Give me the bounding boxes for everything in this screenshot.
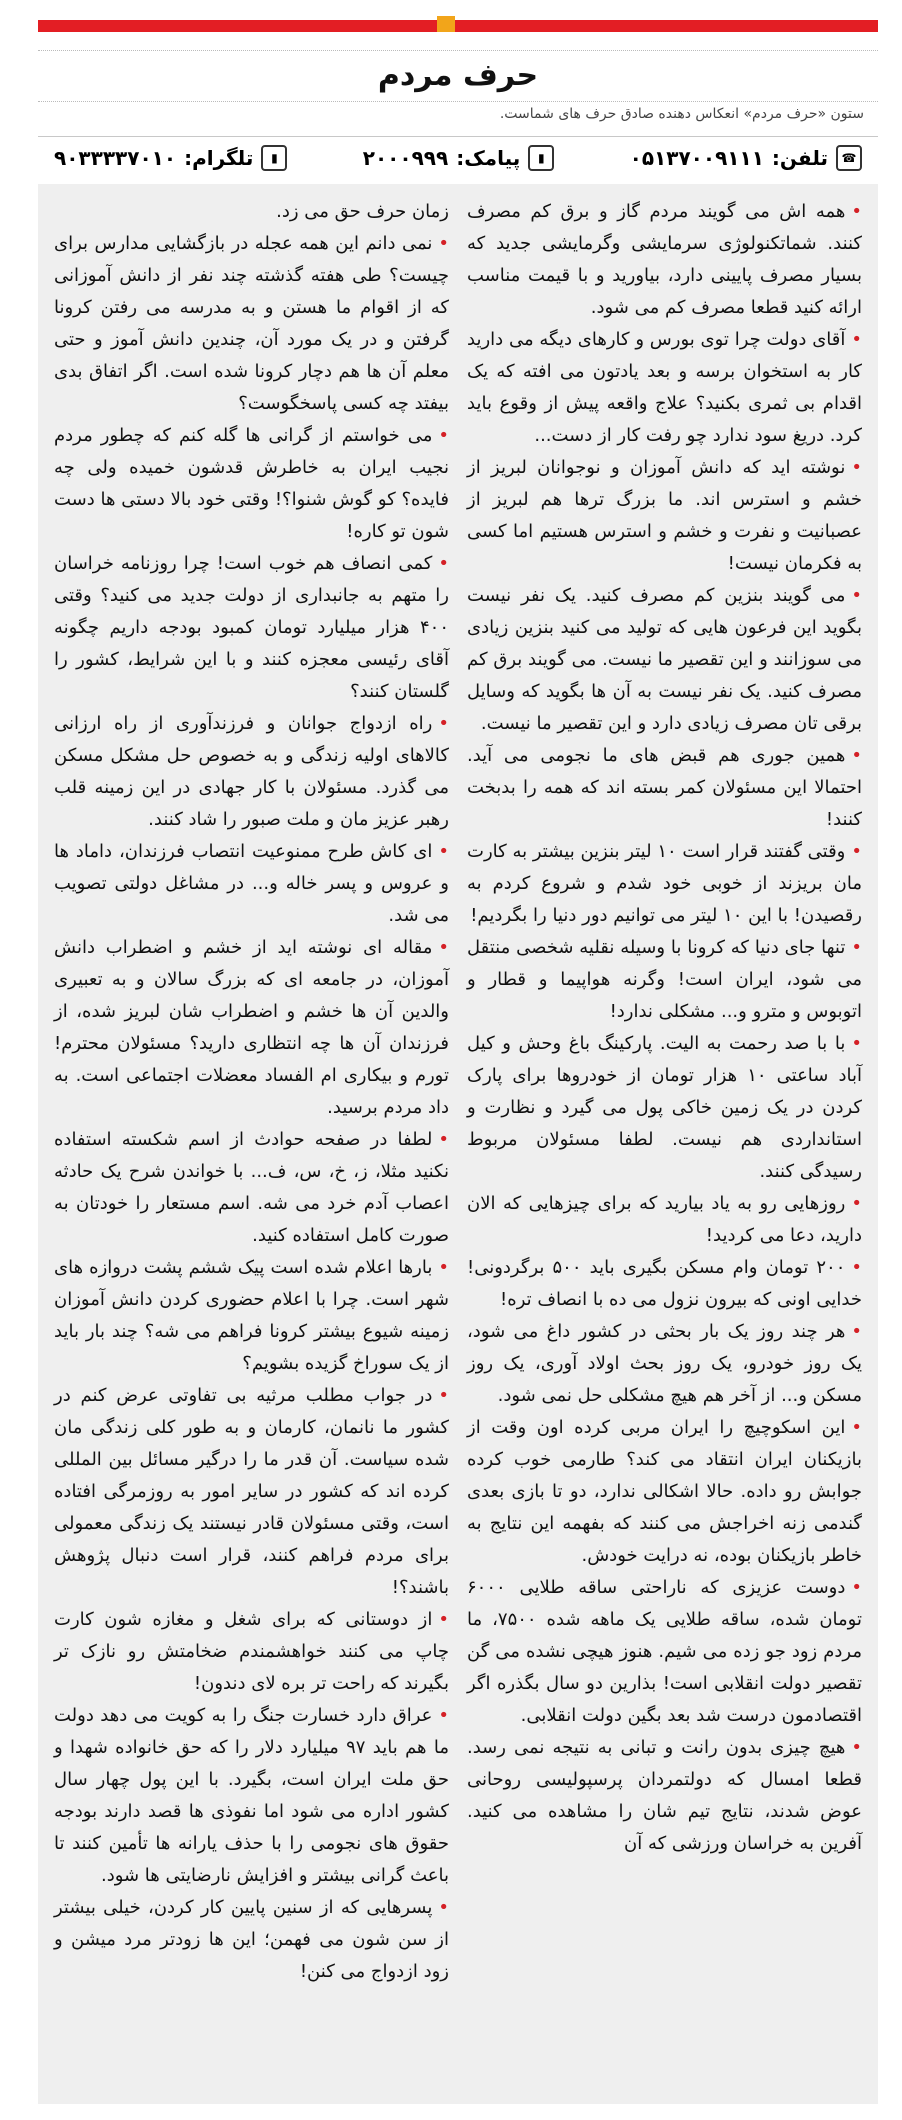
message-item: •با با صد رحمت به الیت. پارکینگ باغ وحش و کیل آباد ساعتی ۱۰ هزار تومان از خودروها برای پارک کردن در یک زمین خاکی پول می گیرد و نظارت و استانداردی هم نیست. لطفا مسئولان مربوط رسیدگی کنند.: [467, 1033, 862, 1182]
bullet-icon: •: [851, 745, 862, 766]
message-item: •در جواب مطلب مرثیه بی تفاوتی عرض کنم در کشور ما نانمان، کارمان و به طور کلی زندگی مان شده سیاست. آن قدر ما را درگیر مسائل بین المللی کرده اند که کشور در سایر امور به روزمرگی افتاده است، وقتی مسئولان قادر نیستند یک زندگی معمولی برای مردم فراهم کنند، قرار است دنبال پژوهش باشند؟!: [54, 1385, 449, 1598]
message-item: •دوست عزیزی که ناراحتی ساقه طلایی ۶۰۰۰ تومان شده، ساقه طلایی یک ماهه شده ۷۵۰۰، ما مردم زود جو زده می شیم. هنوز هیچی نشده می گن تقصیر دولت انقلابی است! بذارین دو سال بگذره اگر اقتصادمون درست شد بعد بگین دولت انقلابی.: [467, 1577, 862, 1726]
bullet-icon: •: [851, 201, 862, 222]
phone-icon: ☎: [836, 145, 862, 171]
message-item: •می خواستم از گرانی ها گله کنم که چطور مردم نجیب ایران به خاطرش قدشون خمیده ولی چه فایده؟ کو گوش شنوا؟! وقتی خود بالا دستی ها دست شون تو کاره!: [54, 425, 449, 542]
bullet-icon: •: [438, 1705, 449, 1726]
bullet-icon: •: [438, 937, 449, 958]
bullet-icon: •: [851, 585, 862, 606]
bullet-icon: •: [851, 937, 862, 958]
message-item: •نمی دانم این همه عجله در بازگشایی مدارس برای چیست؟ طی هفته گذشته چند نفر از دانش آموزانی که از اقوام ما هستن و به مدرسه می رفتن کرونا گرفتن و در یک مورد آن، چندین دانش آموز و حتی معلم آن ها هم دچار کرونا شده است. اگر اتفاق بدی بیفتد چه کسی پاسخگوست؟: [54, 233, 449, 414]
message-item: •۲۰۰ تومان وام مسکن بگیری باید ۵۰۰ برگردونی! خدایی اونی که بیرون نزول می ده با انصاف تره!: [467, 1257, 862, 1310]
bullet-icon: •: [438, 1129, 449, 1150]
sms-number: ۲۰۰۰۹۹۹: [362, 146, 449, 170]
telegram-icon: ▮: [261, 145, 287, 171]
bullet-icon: •: [851, 457, 862, 478]
telegram-label: تلگرام:: [184, 146, 254, 170]
message-item: •از دوستانی که برای شغل و مغازه شون کارت چاپ می کنند خواهشمندم ضخامتش رو نازک تر بگیرند که راحت تر بره لای دندون!: [54, 1609, 449, 1694]
contact-sms: [363, 145, 555, 171]
bullet-icon: •: [438, 841, 449, 862]
page-title: حرف مردم: [38, 50, 878, 102]
bullet-icon: •: [438, 233, 449, 254]
message-item: •همه اش می گویند مردم گاز و برق کم مصرف کنند. شماتکنولوژی سرمایشی وگرمایشی جدید که بسیار مصرف پایینی دارد، بیاورید و با قیمت مناسب ارائه کنید قطعا مصرف کم می شود.: [467, 201, 862, 318]
message-item: •هیچ چیزی بدون رانت و تبانی به نتیجه نمی رسد. قطعا امسال که دولتمردان پرسپولیسی روحانی عوض شدند، نتایج تیم شان را مشاهده می کنید. آفرین به خراسان ورزشی که آن: [467, 1737, 862, 1854]
bullet-icon: •: [851, 1257, 862, 1278]
bullet-icon: •: [851, 1033, 862, 1054]
contact-telegram: [54, 145, 287, 171]
bullet-icon: •: [851, 1417, 862, 1438]
message-item: •پسرهایی که از سنین پایین کار کردن، خیلی بیشتر از سن شون می فهمن؛ این ها زودتر مرد میشن و زود ازدواج می کنن!: [54, 1897, 449, 1982]
message-item: •ای کاش طرح ممنوعیت انتصاب فرزندان، داماد ها و عروس و پسر خاله و... در مشاغل دولتی تصویب می شد.: [54, 841, 449, 926]
phone-label: تلفن:: [771, 146, 828, 170]
message-item: •عراق دارد خسارت جنگ را به کویت می دهد دولت ما هم باید ۹۷ میلیارد دلار را که حق خانواده شهدا و حق ملت ایران است، بگیرد. با این پول چهار سال کشور اداره می شود اما نفوذی ها قصد دارند بودجه حقوق های نجومی را با حذف یارانه ها تأمین کنند تا باعث گرانی بیشتر و افزایش نارضایتی ها شود.: [54, 1705, 449, 1886]
telegram-number: ۹۰۳۳۳۳۷۰۱۰: [54, 146, 177, 170]
message-item: •راه ازدواج جوانان و فرزندآوری از راه ارزانی کالاهای اولیه زندگی و به خصوص حل مشکل مسکن می گذرد. مسئولان با کار جهادی در این زمینه قلب رهبر عزیز مان و ملت صبور را شاد کنند.: [54, 713, 449, 830]
column-right: [467, 196, 862, 2092]
messages-content: [38, 184, 878, 2104]
bullet-icon: •: [851, 1193, 862, 1214]
bullet-icon: •: [438, 1385, 449, 1406]
message-item: •همین جوری هم قبض های ما نجومی می آید. احتمالا این مسئولان کمر بسته اند که همه را بدبخت کنند!: [467, 745, 862, 830]
message-item: •می گویند بنزین کم مصرف کنید. یک نفر نیست بگوید این فرعون هایی که تولید می کنید بنزین زیادی می سوزانند و این تقصیر ما نیست. می گویند برق کم مصرف کنید. یک نفر نیست به آن ها بگوید که وسایل برقی تان مصرف زیادی دارد و این تقصیر ما نیست.: [467, 585, 862, 734]
message-item: •وقتی گفتند قرار است ۱۰ لیتر بنزین بیشتر به کارت مان بریزند از خوبی خود شدم و شروع کردم به رقصیدن! با این ۱۰ لیتر می توانیم دور دنیا را بگردیم!: [467, 841, 862, 926]
phone-number: ۰۵۱۳۷۰۰۹۱۱۱: [629, 146, 764, 170]
message-item: •مقاله ای نوشته اید از خشم و اضطراب دانش آموزان، در جامعه ای که بزرگ سالان و به تعبیری والدین آن ها خشم و اضطراب شان لبریز شده، از فرزندان آن ها چه انتظاری دارید؟ مسئولان محترم! تورم و بیکاری ام الفساد معضلات اجتماعی است. به داد مردم برسید.: [54, 937, 449, 1118]
message-item: •روزهایی رو به یاد بیارید که برای چیزهایی که الان دارید، دعا می کردید!: [467, 1193, 862, 1246]
bullet-icon: •: [851, 841, 862, 862]
bullet-icon: •: [851, 329, 862, 350]
sms-label: پیامک:: [456, 146, 521, 170]
bullet-icon: •: [851, 1737, 862, 1758]
continued-text: زمان حرف حق می زد.: [276, 201, 449, 222]
column-description: ستون «حرف مردم» انعکاس دهنده صادق حرف های شماست.: [499, 106, 864, 122]
bullet-icon: •: [438, 713, 449, 734]
bullet-icon: •: [851, 1321, 862, 1342]
contact-phone: [630, 145, 862, 171]
message-item: •لطفا در صفحه حوادث از اسم شکسته استفاده نکنید مثلا، ز، خ، س، ف... با خواندن شرح یک حادثه اعصاب آدم خرد می شه. اسم مستعار را خودتان به صورت کامل استفاده کنید.: [54, 1129, 449, 1246]
message-item: •کمی انصاف هم خوب است! چرا روزنامه خراسان را متهم به جانبداری از دولت جدید می کنید؟ وقتی ۴۰۰ هزار میلیارد تومان کمبود بودجه داریم چگونه آقای رئیسی معجزه کنند و با این شرایط، کشور را گلستان کنند؟: [54, 553, 449, 702]
sms-icon: ▮: [528, 145, 554, 171]
bullet-icon: •: [438, 1897, 449, 1918]
bullet-icon: •: [438, 1257, 449, 1278]
message-item: •آقای دولت چرا توی بورس و کارهای دیگه می دارید کار به استخوان برسه و بعد یادتون می افته که یک اقدام بی ثمری بکنید؟ علاج واقعه پیش از وقوع باید کرد. دریغ سود ندارد چو رفت کار از دست...: [467, 329, 862, 446]
header-top-bar: [38, 20, 878, 32]
contact-bar: [38, 138, 878, 178]
bullet-icon: •: [438, 1609, 449, 1630]
message-item: •بارها اعلام شده است پیک ششم پشت دروازه های شهر است. چرا با اعلام حضوری کردن دانش آموزان زمینه شیوع بیشتر کرونا فراهم می شه؟ چند بار باید از یک سوراخ گزیده بشویم؟: [54, 1257, 449, 1374]
message-item: •تنها جای دنیا که کرونا با وسیله نقلیه شخصی منتقل می شود، ایران است! وگرنه هواپیما و قطار و اتوبوس و مترو و... مشکلی ندارد!: [467, 937, 862, 1022]
message-item: •نوشته اید که دانش آموزان و نوجوانان لبریز از خشم و استرس اند. ما بزرگ ترها هم لبریز از عصبانیت و نفرت و خشم و استرس هستیم اما کسی به فکرمان نیست!: [467, 457, 862, 574]
column-header: [38, 32, 878, 137]
message-item: •هر چند روز یک بار بحثی در کشور داغ می شود، یک روز خودرو، یک روز بحث اولاد آوری، یک روز مسکن و... از آخر هم هیچ مشکلی حل نمی شود.: [467, 1321, 862, 1406]
column-left: [54, 196, 449, 2092]
bullet-icon: •: [438, 553, 449, 574]
message-item: •این اسکوچیچ را ایران مربی کرده اون وقت از بازیکنان ایران انتقاد می کند؟ طارمی خوب کرده جوابش رو داده. حالا اشکالی ندارد، دو تا بازی بعدی گندمی زنه اخراجش می کنند که بفهمه این نتایج به خاطر بازیکنان بوده، نه درایت خودش.: [467, 1417, 862, 1566]
bullet-icon: •: [851, 1577, 862, 1598]
bullet-icon: •: [438, 425, 449, 446]
